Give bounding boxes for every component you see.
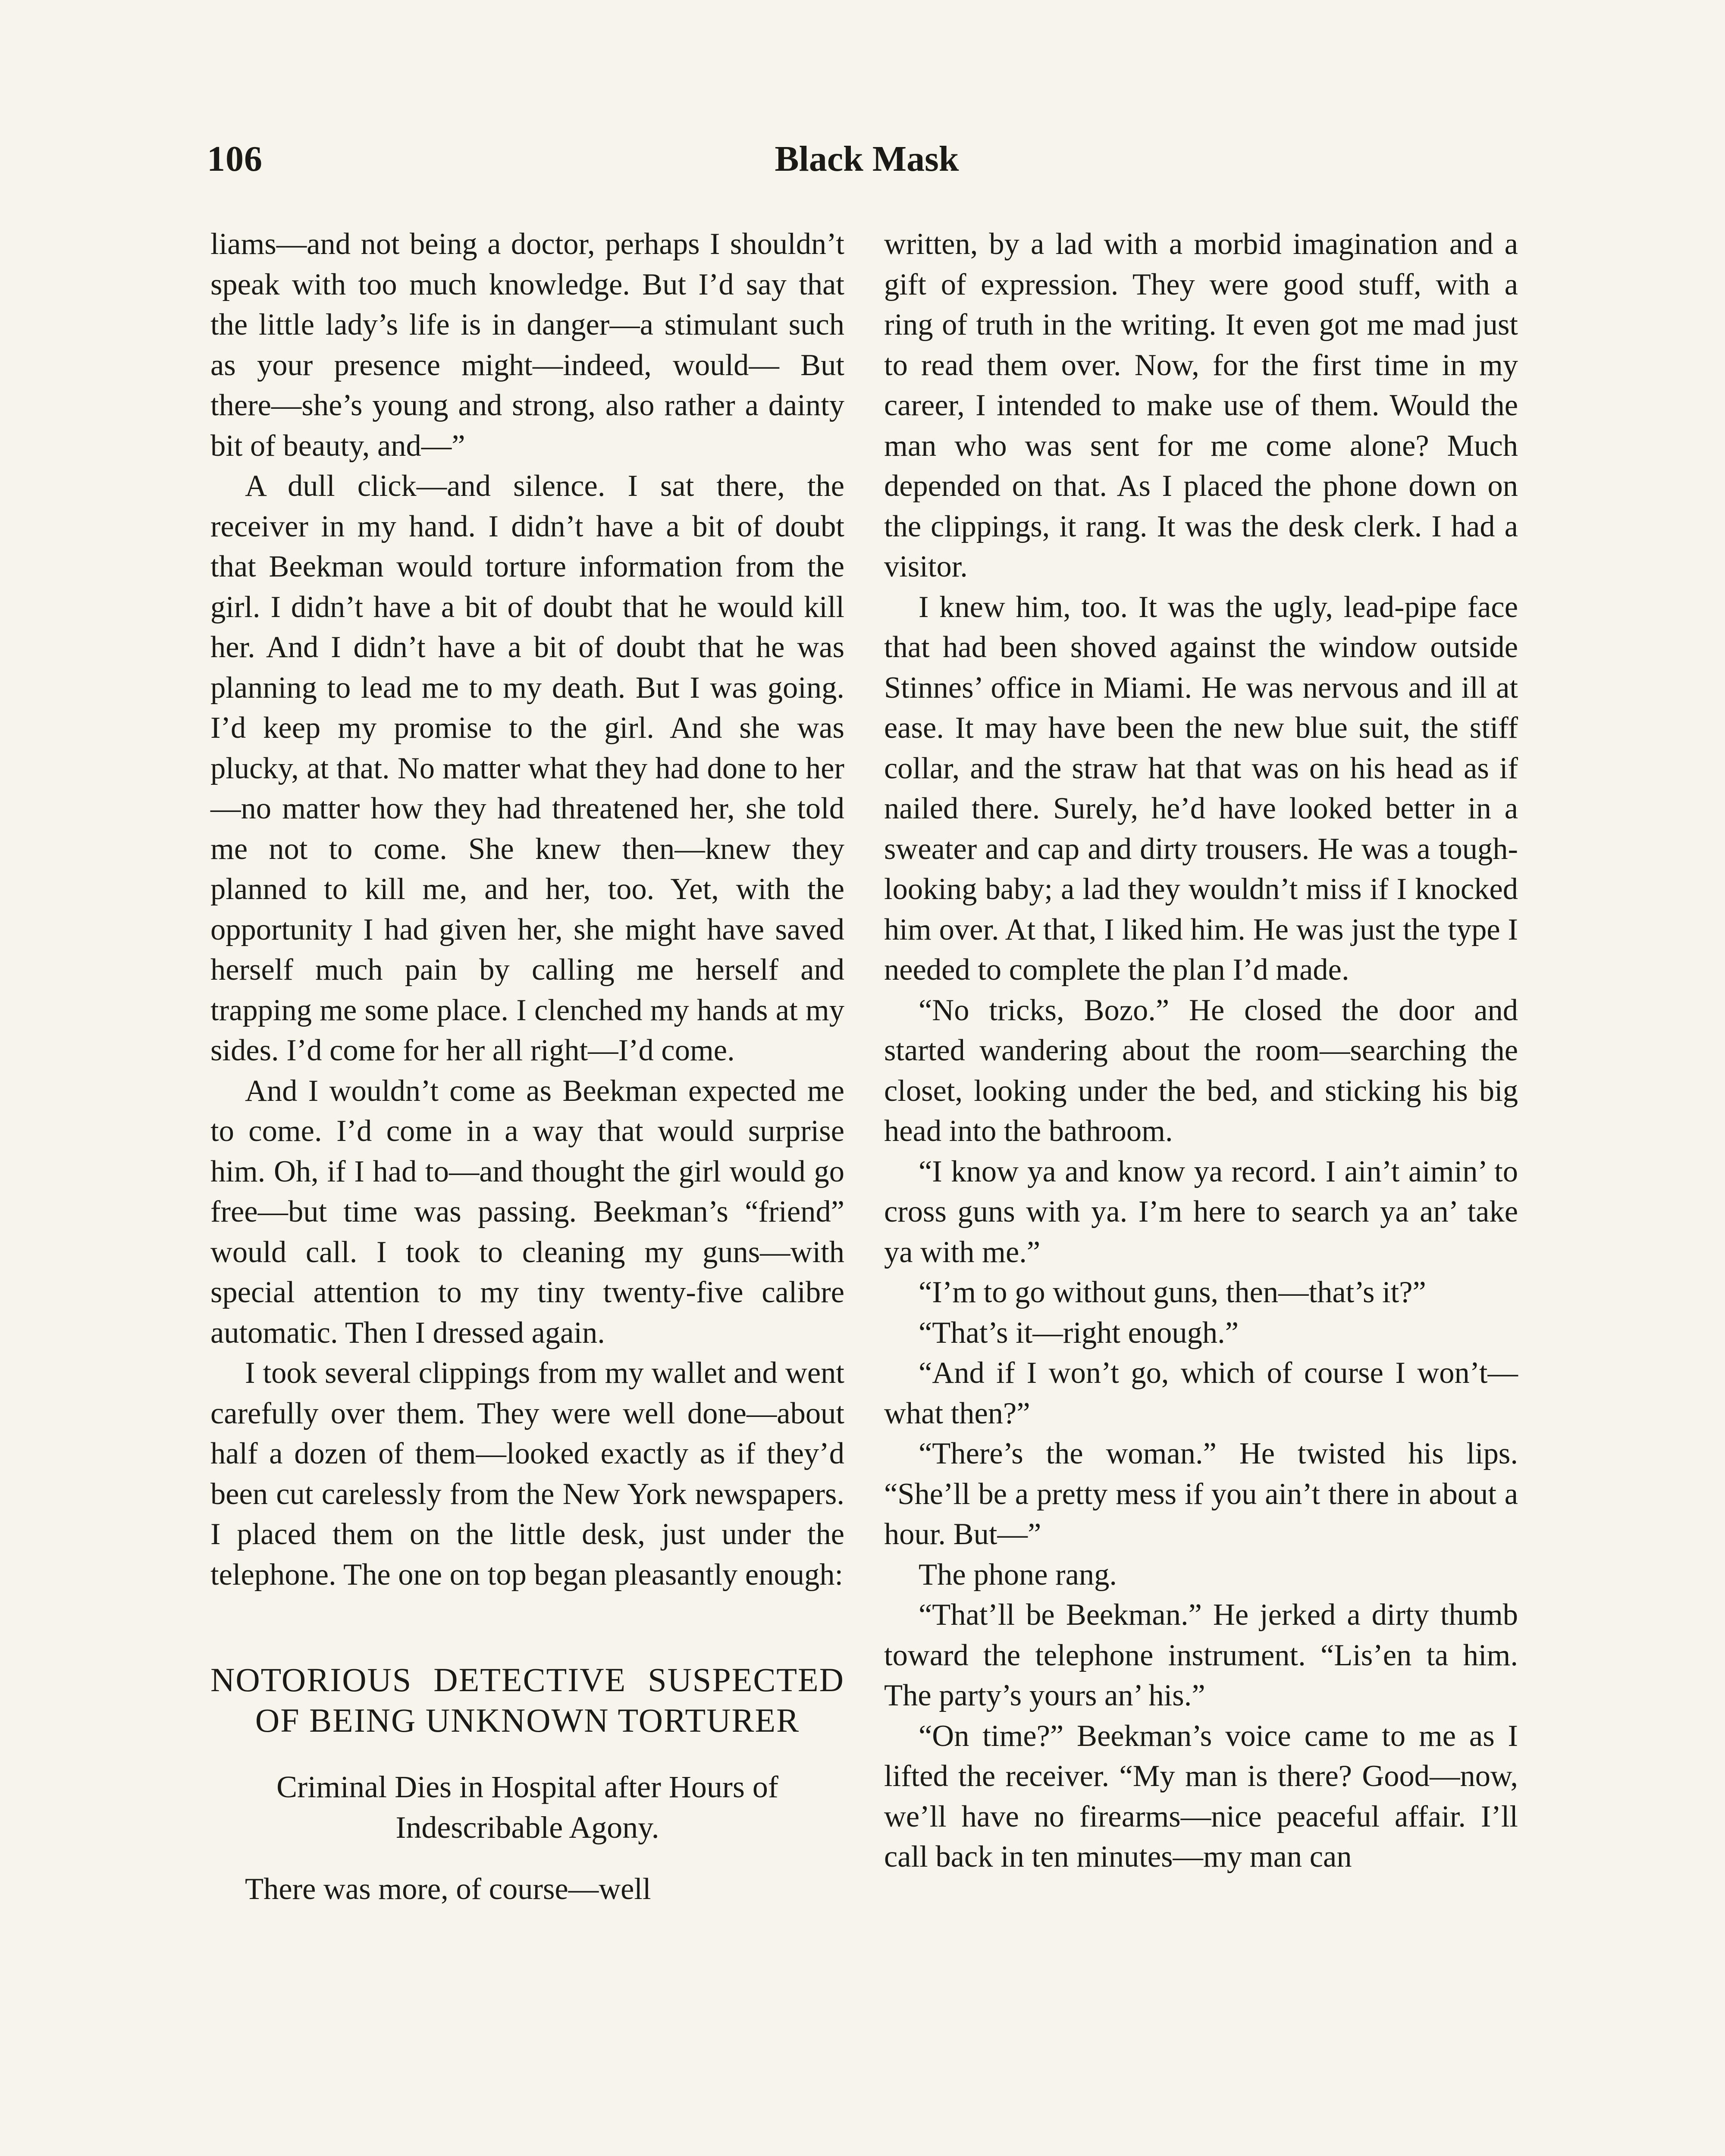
right-column: [884, 224, 1518, 1877]
paragraph: The phone rang.: [919, 1557, 1117, 1592]
paragraph: “There’s the woman.” He twisted his lips. “She’ll be a pretty mess if you ain’t there in about a hour. But—”: [884, 1437, 1518, 1551]
paragraph: There was more, of course—well: [245, 1872, 651, 1906]
journal-title: Black Mask: [775, 139, 959, 179]
paragraph: “And if I won’t go, which of course I won’t—what then?”: [884, 1356, 1518, 1430]
page-number: 106: [207, 139, 263, 179]
paragraph: I knew him, too. It was the ugly, lead-pipe face that had been shoved against the window outside Stinnes’ office in Miami. He was nervous and ill at ease. It may have been the new blue suit, the stiff collar, and the straw hat that was on his head as if nailed there. Surely, he’d have looked better in a sweater and cap and dirty trousers. He was a tough-looking baby; a lad they wouldn’t miss if I knocked him over. At that, I liked him. He was just the type I needed to complete the plan I’d made.: [884, 590, 1518, 987]
page-header: [207, 138, 1527, 190]
paragraph: “That’s it—right enough.”: [919, 1316, 1239, 1350]
paragraph: I took several clippings from my wallet and went carefully over them. They were well done—about half a dozen of them—looked exactly as if they’d been cut carelessly from the New York newspapers. I placed them on the little desk, just under the telephone. The one on top began pleasantly enough:: [210, 1356, 844, 1592]
paragraph: liams—and not being a doctor, perhaps I shouldn’t speak with too much knowledge. But I’d say that the little lady’s life is in danger—a stimulant such as your presence might—indeed, would— But there—she’s young and strong, also rather a dainty bit of beauty, and—”: [210, 227, 844, 463]
paragraph: A dull click—and silence. I sat there, the receiver in my hand. I didn’t have a bit of doubt that Beekman would torture information from the girl. I didn’t have a bit of doubt that he would kill her. And I didn’t have a bit of doubt that he was planning to lead me to my death. But I was going. I’d keep my promise to the girl. And she was plucky, at that. No matter what they had done to her—no matter how they had threatened her, she told me not to come. She knew then—knew they planned to kill me, and her, too. Yet, with the opportunity I had given her, she might have saved herself much pain by calling me herself and trapping me some place. I clenched my hands at my sides. I’d come for her all right—I’d come.: [210, 469, 844, 1067]
paragraph: “On time?” Beekman’s voice came to me as I lifted the receiver. “My man is there? Good—now, we’ll have no firearms—nice peaceful affair. I’ll call back in ten minutes—my man can: [884, 1719, 1518, 1874]
left-column: [210, 224, 844, 1910]
paragraph: “That’ll be Beekman.” He jerked a dirty thumb toward the telephone instrument. “Lis’en ta him. The party’s yours an’ his.”: [884, 1598, 1518, 1712]
clipping-subhead: Criminal Dies in Hospital after Hours of Indescribable Agony.: [276, 1770, 778, 1845]
paragraph: And I wouldn’t come as Beekman expected me to come. I’d come in a way that would surprise him. Oh, if I had to—and thought the girl would go free—but time was passing. Beekman’s “friend” would call. I took to cleaning my guns—with special attention to my tiny twenty-five calibre automatic. Then I dressed again.: [210, 1074, 844, 1350]
paragraph: “No tricks, Bozo.” He closed the door and started wandering about the room—searching the closet, looking under the bed, and sticking his big head into the bathroom.: [884, 993, 1518, 1148]
clipping-headline: NOTORIOUS DETECTIVE SUSPECTED OF BEING UNKNOWN TORTURER: [210, 1661, 844, 1739]
paragraph: “I know ya and know ya record. I ain’t aimin’ to cross guns with ya. I’m here to search ya an’ take ya with me.”: [884, 1154, 1518, 1269]
paragraph: written, by a lad with a morbid imagination and a gift of expression. They were good stuff, with a ring of truth in the writing. It even got me mad just to read them over. Now, for the first time in my career, I intended to make use of them. Would the man who was sent for me come alone? Much depended on that. As I placed the phone down on the clippings, it rang. It was the desk clerk. I had a visitor.: [884, 227, 1518, 583]
paragraph: “I’m to go without guns, then—that’s it?”: [919, 1275, 1426, 1309]
